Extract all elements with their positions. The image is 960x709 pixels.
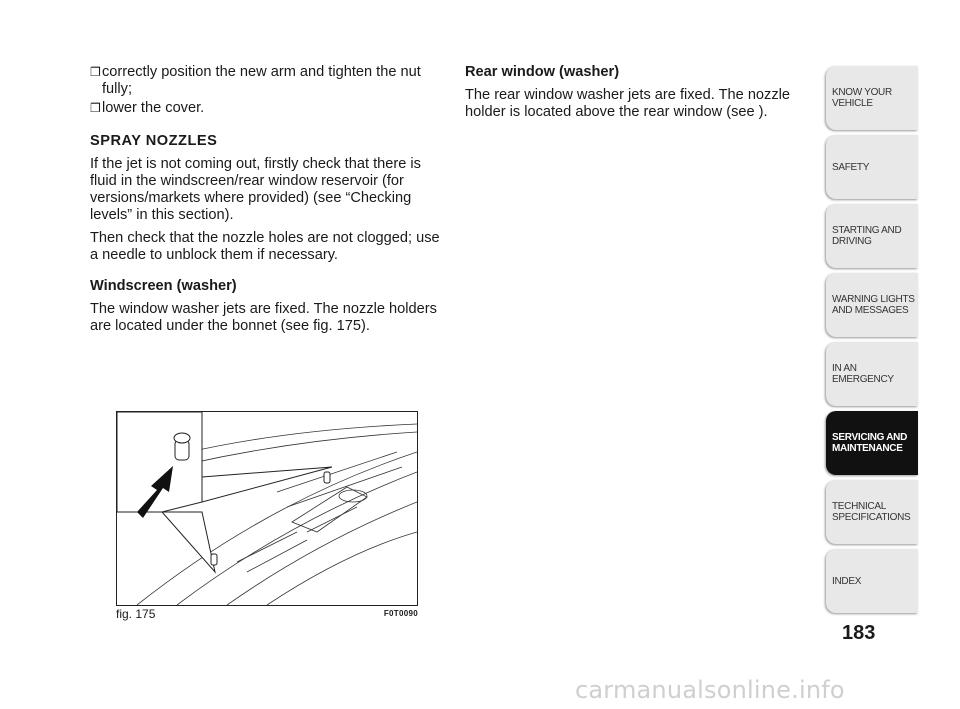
tab-label: SERVICING AND MAINTENANCE	[832, 432, 908, 454]
tab-label: IN AN EMERGENCY	[832, 363, 894, 385]
watermark: carmanualsonline.info	[575, 676, 845, 704]
tab-know-your-vehicle[interactable]	[826, 66, 918, 130]
figure-caption	[116, 607, 418, 623]
chapter-tabs	[826, 66, 918, 618]
bullet-item	[90, 64, 442, 98]
checkbox-bullet-icon: ❒	[90, 65, 101, 79]
tab-in-an-emergency[interactable]	[826, 342, 918, 406]
tab-label: WARNING LIGHTS AND MESSAGES	[832, 294, 915, 316]
page-number: 183	[842, 622, 876, 644]
tab-index[interactable]	[826, 549, 918, 613]
tab-label: KNOW YOUR VEHICLE	[832, 87, 892, 109]
figure-code: F0T0090	[383, 609, 418, 618]
left-column	[90, 64, 442, 341]
tab-servicing-and-maintenance[interactable]	[826, 411, 918, 475]
tab-safety[interactable]	[826, 135, 918, 199]
paragraph: If the jet is not coming out, firstly check that there is fluid in the windscreen/rear window reservoir (for versions/markets where provided) (see “Checking levels” in this section).	[90, 156, 421, 223]
bullet-text: correctly position the new arm and tighten the nut fully;	[102, 64, 421, 97]
tab-starting-and-driving[interactable]	[826, 204, 918, 268]
tab-label: INDEX	[832, 575, 862, 587]
checkbox-bullet-icon: ❒	[90, 101, 101, 115]
right-column	[465, 64, 805, 127]
paragraph: The window washer jets are fixed. The nozzle holders are located under the bonnet (see fig. 175).	[90, 301, 437, 334]
tab-label: SAFETY	[832, 161, 870, 173]
figure-label: fig. 175	[116, 607, 156, 621]
subheading-rear-window: Rear window (washer)	[465, 64, 620, 80]
nozzle-illustration	[117, 412, 417, 605]
figure-175-illustration	[116, 411, 418, 606]
paragraph: Then check that the nozzle holes are not clogged; use a needle to unblock them if necessary.	[90, 230, 440, 263]
tab-label: STARTING AND DRIVING	[832, 225, 902, 247]
subheading-windscreen: Windscreen (washer)	[90, 278, 237, 294]
tab-warning-lights-and-messages[interactable]	[826, 273, 918, 337]
bullet-text: lower the cover.	[102, 100, 205, 116]
paragraph: The rear window washer jets are fixed. The nozzle holder is located above the rear window (see ).	[465, 87, 791, 120]
tab-technical-specifications[interactable]	[826, 480, 918, 544]
bullet-item	[90, 100, 442, 117]
section-heading: SPRAY NOZZLES	[90, 133, 218, 149]
tab-label: TECHNICAL SPECIFICATIONS	[832, 501, 911, 523]
